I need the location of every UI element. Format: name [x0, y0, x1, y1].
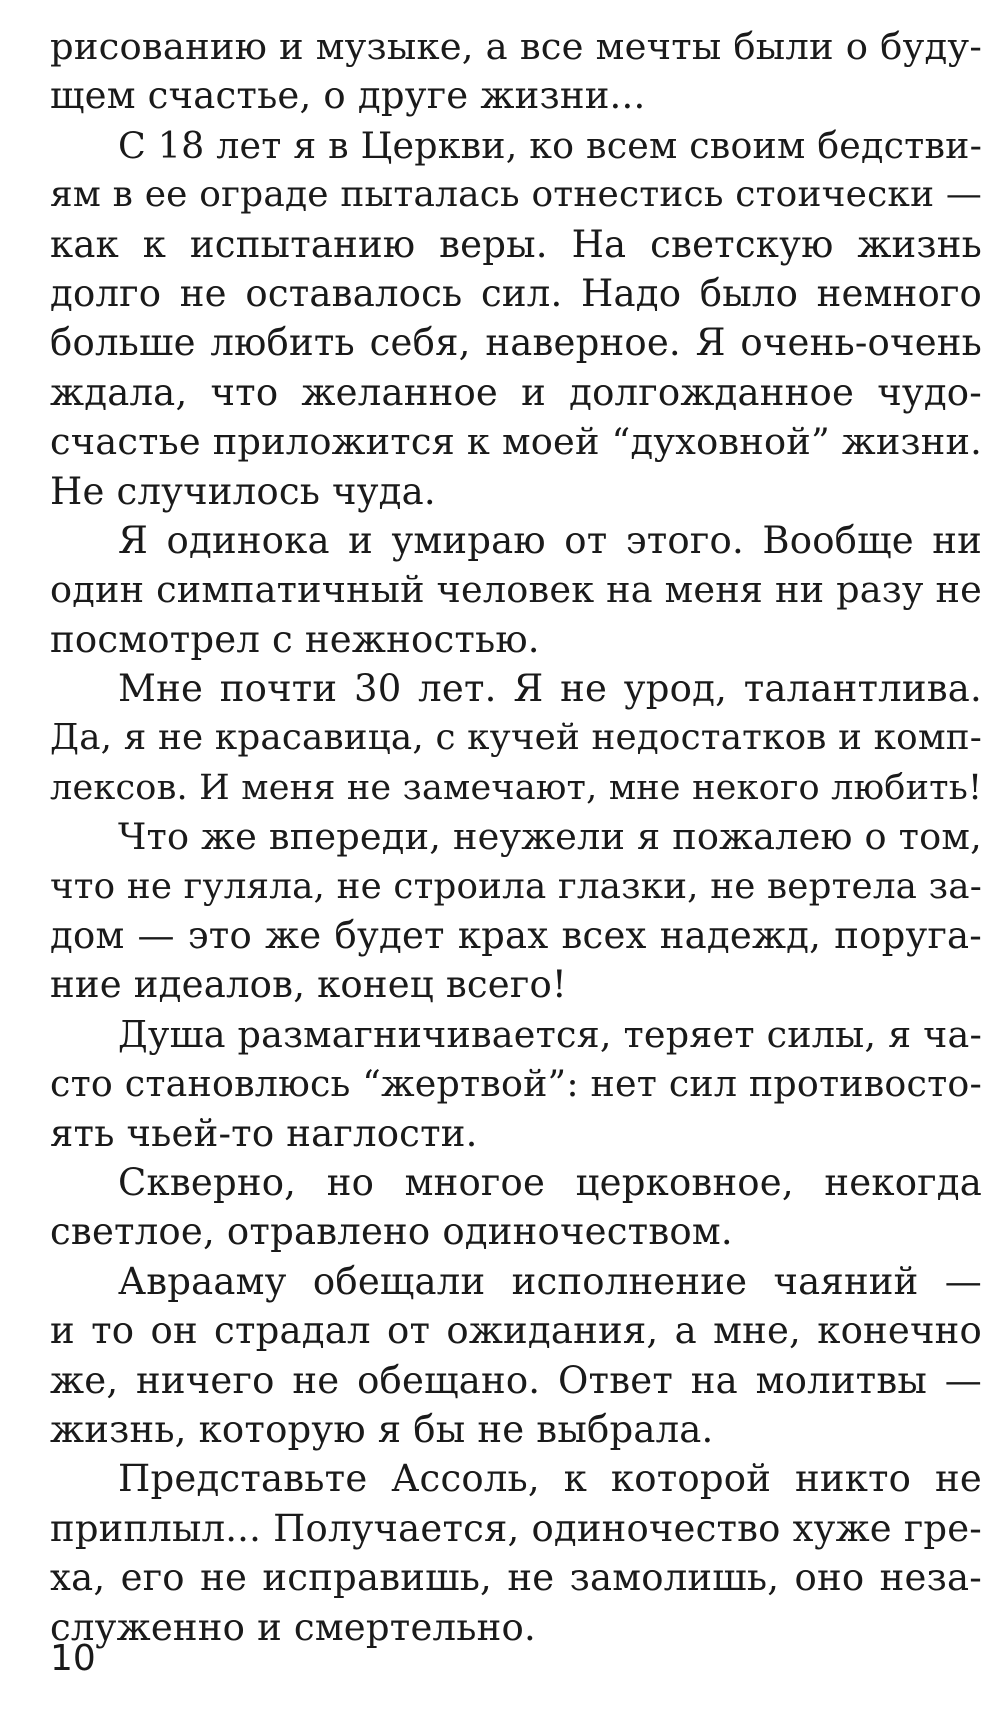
paragraph	[50, 22, 982, 121]
text-line: дом — это же будет крах всех надежд, поруга-	[50, 914, 982, 958]
text-line: ха, его не исправишь, не замолишь, оно неза-	[50, 1556, 982, 1600]
text-line: Мне почти 30 лет. Я не урод, талантлива.	[118, 667, 982, 711]
text-line: Аврааму обещали исполнение чаяний —	[118, 1259, 982, 1303]
paragraph	[50, 516, 982, 664]
text-line: служенно и смертельно.	[50, 1605, 536, 1649]
text-line: Я одинока и умираю от этого. Вообще ни	[118, 518, 982, 562]
text-line: приплыл... Получается, одиночество хуже гре-	[50, 1506, 982, 1550]
text-line: ние идеалов, конец всего!	[50, 963, 568, 1007]
text-line: Скверно, но многое церковное, некогда	[118, 1160, 982, 1204]
text-line: щем счастье, о друге жизни...	[50, 74, 646, 118]
text-line: Не случилось чуда.	[50, 469, 436, 513]
text-line: ждала, что желанное и долгожданное чудо-	[50, 370, 982, 414]
text-line: посмотрел с нежностью.	[50, 617, 540, 661]
text-line: Представьте Ассоль, к которой никто не	[118, 1457, 982, 1501]
text-line: сто становлюсь “жертвой”: нет сил противосто-	[50, 1062, 982, 1106]
paragraph	[50, 812, 982, 1010]
text-line: ям в ее ограде пыталась отнестись стоически —	[50, 174, 982, 216]
text-line: ять чьей-то наглости.	[50, 1111, 478, 1155]
paragraph	[50, 1454, 982, 1652]
text-line: светлое, отравлено одиночеством.	[50, 1210, 733, 1254]
text-line: счастье приложится к моей “духовной” жизни.	[50, 420, 982, 464]
text-line: С 18 лет я в Церкви, ко всем своим бедстви-	[118, 123, 983, 167]
text-line: Что же впереди, неужели я пожалею о том,	[118, 815, 982, 859]
paragraph	[50, 1010, 982, 1158]
text-line: рисованию и музыке, а все мечты были о буду-	[50, 25, 982, 68]
text-line: один симпатичный человек на меня ни разу не	[50, 568, 982, 612]
text-line: как к испытанию веры. На светскую жизнь	[50, 222, 982, 266]
text-line: Да, я не красавица, с кучей недостатков и комп-	[50, 717, 982, 759]
text-line: больше любить себя, наверное. Я очень-очень	[50, 321, 982, 365]
paragraph	[50, 1158, 982, 1257]
paragraph	[50, 1257, 982, 1455]
text-line: долго не оставалось сил. Надо было немного	[50, 271, 982, 315]
text-line: же, ничего не обещано. Ответ на молитвы —	[50, 1358, 982, 1402]
text-line: лексов. И меня не замечают, мне некого любить!	[50, 766, 983, 808]
text-line: жизнь, которую я бы не выбрала.	[50, 1407, 714, 1451]
paragraph	[50, 121, 982, 516]
text-line: что не гуляла, не строила глазки, не вертела за-	[50, 865, 982, 907]
page-number: 10	[50, 1638, 96, 1679]
page-text-body	[50, 22, 982, 1652]
text-line: Душа размагничивается, теряет силы, я ча-	[118, 1012, 982, 1056]
paragraph	[50, 664, 982, 812]
text-line: и то он страдал от ожидания, а мне, конечно	[50, 1309, 982, 1353]
